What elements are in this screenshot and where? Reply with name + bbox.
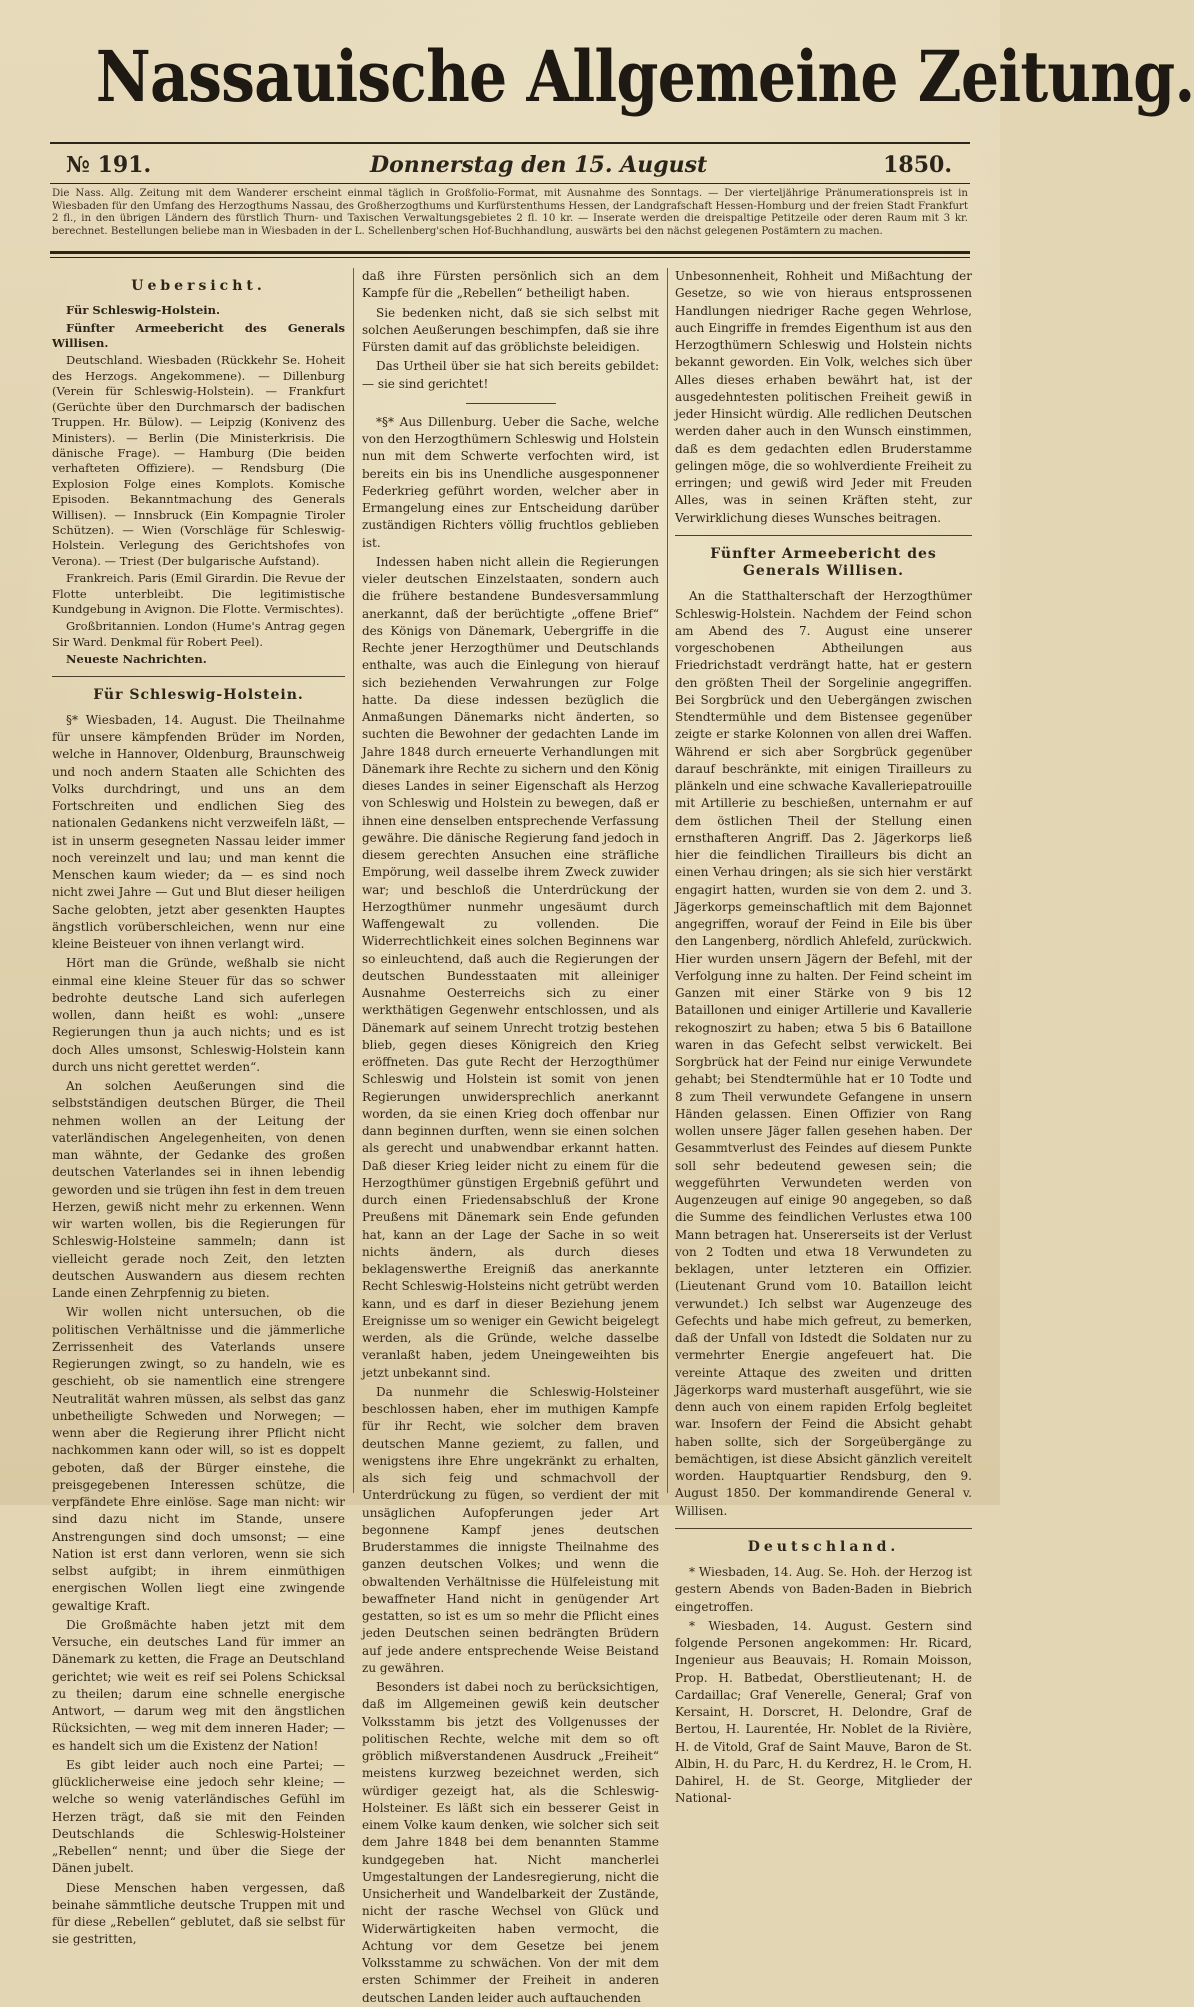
column-divider <box>353 268 354 1493</box>
section-heading-schleswig: Für Schleswig-Holstein. <box>93 686 304 703</box>
article-paragraph: §* Wiesbaden, 14. August. Die Theilnahme für unsere kämpfenden Brüder im Norden, welche in Hannover, Oldenburg, Braunschweig und noch andern Staaten alle Schichten des Volks durchdringt, und uns an dem Fortschreiten und endlichen Sieg des nationalen Gedankens nicht verzweifeln läßt, — ist in unserm gesegneten Nassau leider immer noch vereinzelt und lau; und man kennt die Menschen kaum wieder; da — es sind noch nicht zwei Jahre — Gut und Blut dieser heiligen Sache gelobten, jetzt aber gesenkten Hauptes ängstlich vorüberschleichen, wenn nur eine kleine Beisteuer von ihnen verlangt wird. <box>52 712 345 952</box>
article-paragraph: Sie bedenken nicht, daß sie sich selbst mit solchen Aeußerungen beschimpfen, daß sie ihre Fürsten damit auf das gröblichste beleidigen. <box>362 305 659 354</box>
article-paragraph: Die Großmächte haben jetzt mit dem Versuche, ein deutsches Land für immer an Dänemark zu ketten, die Frage an Deutschland gerichtet; wie weit es reif sei Polens Schicksal zu theilen; darum eine schnelle energische Antwort, — darum weg mit den ängstlichen Rücksichten, — weg mit dem inneren Hader; — es handelt sich um die Existenz der Nation! <box>52 1617 345 1753</box>
article-paragraph: * Wiesbaden, 14. August. Gestern sind folgende Personen angekommen: Hr. Ricard, Ingenieur aus Beauvais; H. Romain Moisson, Prop. H. Batbedat, Oberstlieutenant; H. de Cardaillac; Graf Venerelle, General; Graf von Kersaint, H. Dorscret, H. Delondre, Graf de Bertou, H. Laurentée, Hr. Noblet de la Rivière, H. de Vitold, Graf de Saint Mauve, Baron de St. Albin, H. du Parc, H. du Kerdrez, H. le Crom, H. Dahirel, H. de St. George, Mitglieder der National- <box>675 1618 972 1806</box>
issue-number: № 191. <box>66 152 152 178</box>
overview-item: Deutschland. Wiesbaden (Rückkehr Se. Hoheit des Herzogs. Angekommene). — Dillenburg (Verein für Schleswig-Holstein). — Frankfurt (Gerüchte über den Durchmarsch der badischen Truppen. Hr. Bülow). — Leipzig (Konivenz des Ministers). — Berlin (Die Ministerkrisis. Die dänische Frage). — Hamburg (Die beiden verhafteten Offiziere). — Rendsburg (Die Explosion Folge eines Komplots. Komische Episoden. Bekanntmachung des Generals Willisen). — Innsbruck (Ein Kompagnie Tiroler Schützen). — Wien (Vorschläge für Schleswig-Holstein. Verlegung des Gerichtshofes von Verona). — Triest (Der bulgarische Aufstand). <box>52 353 345 568</box>
header-rule-thick <box>50 251 970 254</box>
article-paragraph: An die Statthalterschaft der Herzogthümer Schleswig-Holstein. Nachdem der Feind schon am Abend des 7. August eine unserer vorgeschobenen Abtheilungen aus Friedrichstadt verdrängt hatte, hat er gestern den größten Theil der Sorgelinie angegriffen. Bei Sorgbrück und den Uebergängen zwischen Stendtermühle und dem Bistensee gegenüber zeigte er starke Kolonnen von allen drei Waffen. Während er sich aber Sorgbrück gegenüber darauf beschränkte, mit einigen Tirailleurs zu plänkeln und eine schwache Kavalleriepatrouille mit Artillerie zu beschießen, unternahm er auf dem östlichen Theil der Stellung einen ernsthafteren Angriff. Das 2. Jägerkorps ließ hier die feindlichen Tirailleurs bis dicht an einen Verhau dringen; als sie sich hier verstärkt engagirt hatten, wurden sie von dem 2. und 3. Jägerkorps gemeinschaftlich mit dem Bajonnet angegriffen, worauf der Feind in Eile bis über den Langenberg, nördlich Ahlefeld, zurückwich. Hier wurden unsern Jägern der Befehl, mit der Verfolgung inne zu halten. Der Feind scheint im Ganzen mit einer Stärke von 9 bis 12 Bataillonen und einiger Artillerie und Kavallerie rekognoszirt zu haben; etwa 5 bis 6 Bataillone waren in das Gefecht selbst verwickelt. Bei Sorgbrück hat der Feind nur einige Verwundete gehabt; bei Stendtermühle hat er 10 Todte und 8 zum Theil verwundete Gefangene in unsern Händen gelassen. Einen Offizier von Rang wollen unsere Jäger fallen gesehen haben. Der Gesammtverlust des Feindes auf diesem Punkte soll sehr bedeutend gewesen sein; die weggeführten Verwundeten werden von Augenzeugen auf einige 90 angegeben, so daß die Summe des feindlichen Verlustes etwa 100 Mann betragen hat. Unsererseits ist der Verlust von 2 Todten und etwa 18 Verwundeten zu beklagen, unter letzteren ein Offizier. (Lieutenant Grund vom 10. Bataillon leicht verwundet.) Ich selbst war Augenzeuge des Gefechts und habe mich gefreut, zu bemerken, daß der Unfall von Idstedt die Soldaten nur zu vermehrter Energie angefeuert hat. Die vereinte Attaque des zweiten und dritten Jägerkorps ward musterhaft ausgeführt, wie sie denn auch von einem rapiden Erfolg begleitet war. Insofern der Feind die Absicht gehabt haben sollte, sich der Sorgeübergänge zu bemächtigen, ist diese Absicht gänzlich vereitelt worden. Hauptquartier Rendsburg, den 9. August 1850. Der kommandirende General v. Willisen. <box>675 589 972 1518</box>
masthead-title: Nassauische Allgemeine Zeitung. <box>95 35 1194 118</box>
column-1 <box>52 268 345 1947</box>
article-paragraph: Hört man die Gründe, weßhalb sie nicht einmal eine kleine Steuer für das so schwer bedrohte deutsche Land sich auferlegen wollen, dann heißt es wohl: „unsere Regierungen thun ja auch nichts; und es ist doch Alles umsonst, Schleswig-Holstein kann durch uns nicht gerettet werden“. <box>52 956 345 1074</box>
article-paragraph: Besonders ist dabei noch zu berücksichtigen, daß im Allgemeinen gewiß kein deutscher Volksstamm bis jetzt des Vollgenusses der politischen Rechte, welche mit dem so oft gröblich mißverstandenen Ausdruck „Freiheit“ meistens kurzweg bezeichnet werden, sich würdiger gezeigt hat, als die Schleswig-Holsteiner. Es läßt sich ein besserer Geist in einem Volke kaum denken, wie solcher sich seit dem Jahre 1848 bei dem benannten Stamme kundgegeben hat. Nicht mancherlei Umgestaltungen der Landesregierung, nicht die Unsicherheit und Wandelbarkeit der Zustände, nicht der rasche Wechsel von Glück und Widerwärtigkeiten haben vermocht, die Achtung vor dem Gesetze bei jenem Volksstamme zu schwächen. Von der mit dem ersten Schimmer der Freiheit in anderen deutschen Landen leider auch auftauchenden <box>362 1680 659 2005</box>
article-paragraph: daß ihre Fürsten persönlich sich an dem Kampfe für die „Rebellen“ betheiligt haben. <box>362 269 659 301</box>
section-rule <box>52 676 345 677</box>
overview-title: Uebersicht. <box>131 278 266 294</box>
column-2 <box>362 268 659 2005</box>
article-paragraph: * Wiesbaden, 14. Aug. Se. Hoh. der Herzog ist gestern Abends von Baden-Baden in Biebrich eingetroffen. <box>675 1565 972 1614</box>
section-heading-armeebericht: Fünfter Armeebericht des Generals Willisen. <box>710 545 937 579</box>
article-paragraph: Da nunmehr die Schleswig-Holsteiner beschlossen haben, eher im muthigen Kampfe für ihr Recht, wie solcher dem braven deutschen Manne geziemt, zu fallen, und wenigstens ihre Ehre ungekränkt zu erhalten, als sich feig und schmachvoll der Unterdrückung zu fügen, so verdient der mit unsäglichen Aufopferungen jeder Art begonnene Kampf jenes deutschen Bruderstammes die innigste Theilnahme des ganzen deutschen Volkes; und wenn die obwaltenden Verhältnisse die Hülfeleistung mit bewaffneter Hand nicht in genügender Art gestatten, so ist es um so mehr die Pflicht eines jeden Deutschen seinen bedrängten Brüdern auf jede andere entsprechende Weise Beistand zu gewähren. <box>362 1384 659 1675</box>
article-paragraph: *§* Aus Dillenburg. Ueber die Sache, welche von den Herzogthümern Schleswig und Holstein nun mit dem Schwerte verfochten wird, ist bereits ein bis ins Unendliche ausgesponnener Federkrieg geführt worden, welcher aber in Ermangelung eines zur Entscheidung darüber zuständigen Richters völlig fruchtlos geblieben ist. <box>362 414 659 550</box>
subscription-notice: Die Nass. Allg. Zeitung mit dem Wanderer erscheint einmal täglich in Großfolio-Format, mit Ausnahme des Sonntags. — Der vierteljährige Pränumerationspreis ist in Wiesbaden für den Umfang des Herzogthums Nassau, des Großherzogthums und Kurfürstenthums Hessen, der Landgrafschaft Hessen-Homburg und der freien Stadt Frankfurt 2 fl., in den übrigen Ländern des fürstlich Thurn- und Taxischen Verwaltungsgebietes 2 fl. 10 kr. — Inserate werden die dreispaltige Petitzeile oder deren Raum mit 3 kr. berechnet. Bestellungen beliebe man in Wiesbaden in der L. Schellenberg'schen Hof-Buchhandlung, auswärts bei den nächst gelegenen Postämtern zu machen. <box>52 188 968 237</box>
overview-item: Frankreich. Paris (Emil Girardin. Die Revue der Flotte unterbleibt. Die legitimistische Kundgebung in Avignon. Die Flotte. Vermischtes). <box>52 571 345 616</box>
article-paragraph: Es gibt leider auch noch eine Partei; — glücklicherweise eine jedoch sehr kleine; — welche so wenig vaterländisches Gefühl im Herzen trägt, daß sie mit den Feinden Deutschlands die Schleswig-Holsteiner „Rebellen“ nennt; und über die Siege der Dänen jubelt. <box>52 1757 345 1876</box>
section-heading-deutschland: Deutschland. <box>747 1538 900 1555</box>
dateline <box>50 152 970 186</box>
article-paragraph: Indessen haben nicht allein die Regierungen vieler deutschen Einzelstaaten, sondern auch die frühere bestandene Bundesversammlung anerkannt, daß der berüchtigte „offene Brief“ des Königs von Dänemark, Uebergriffe in die Rechte jener Herzogthümer und Deutschlands enthalte, was auch die Einlegung von hierauf sich beziehenden Verwahrungen zur Folge hatte. Da diese indessen bezüglich die Anmaßungen Dänemarks nicht änderten, so suchten die Bewohner der gedachten Lande im Jahre 1848 durch erneuerte Verhandlungen mit Dänemark ihre Rechte zu sichern und den König dieses Landes in seiner Eigenschaft als Herzog von Schleswig und Holstein zu bewegen, daß er ihnen eine denselben entsprechende Verfassung gewähre. Die dänische Regierung fand jedoch in diesem gerechten Ansuchen eine sträfliche Empörung, weil dasselbe ihrem Zweck zuwider war; und beschloß die Unterdrückung der Herzogthümer nunmehr ungesäumt durch Waffengewalt zu vollenden. Die Widerrechtlichkeit eines solchen Beginnens war so einleuchtend, daß auch die Regierungen der deutschen Bundesstaaten mit alleiniger Ausnahme Oesterreichs sich zu einer werkthätigen Gegenwehr entschlossen, und als Dänemark auf seinem Unrecht trotzig bestehen blieb, gegen dieses Königreich den Krieg eröffneten. Das gute Recht der Herzogthümer Schleswig und Holstein ist somit von jenen Regierungen unwidersprechlich anerkannt worden, da sie einen Krieg doch offenbar nur dann beginnen durften, wenn sie einen solchen als gerecht und unabwendbar erkannt hatten. Daß dieser Krieg leider nicht zu einem für die Herzogthümer günstigen Ergebniß geführt und durch einen Friedensabschluß der Krone Preußens mit Dänemark sein Ende gefunden hat, kann an der Lage der Sache in so weit nichts ändern, als durch dieses beklagenswerthe Ereigniß das anerkannte Recht Schleswig-Holsteins nicht getrübt werden kann, und es darf in dieser Beziehung jenem Ereignisse um so weniger ein Gewicht beigelegt werden, als die Gründe, welche dasselbe veranlaßt haben, jedem Uneingeweihten bis jetzt unbekannt sind. <box>362 554 659 1380</box>
header-rule-thin <box>50 257 970 258</box>
article-paragraph: Das Urtheil über sie hat sich bereits gebildet: — sie sind gerichtet! <box>362 359 659 391</box>
masthead-rule <box>50 142 970 144</box>
article-paragraph: An solchen Aeußerungen sind die selbstständigen deutschen Bürger, die Theil nehmen wollen an der Leitung der vaterländischen Angelegenheiten, von denen man wähnte, der Gedanke des großen deutschen Vaterlandes sei in ihnen lebendig geworden und sie trügen ihn fest in dem treuen Herzen, gewiß nicht mehr zu erkennen. Wenn wir warten wollen, bis die Regierungen für Schleswig-Holsteine sammeln; dann ist vielleicht gerade noch Zeit, den letzten deutschen Auswandern aus diesem rechten Lande einen Zehrpfennig zu bieten. <box>52 1079 345 1301</box>
overview-item: Neueste Nachrichten. <box>66 652 207 667</box>
issue-year: 1850. <box>883 152 952 178</box>
article-separator <box>466 403 556 404</box>
column-divider <box>667 268 668 1493</box>
article-paragraph: Unbesonnenheit, Rohheit und Mißachtung der Gesetze, so wie von hieraus entsprossenen Handlungen niedriger Rache gegen Wehrlose, auch Eingriffe in fremdes Eigenthum ist aus den Herzogthümern Schleswig und Holstein nichts bekannt geworden. Ein Volk, welches sich über Alles dieses erhaben bewährt hat, ist der ausgedehntesten politischen Freiheit gewiß in jeder Hinsicht würdig. Alle redlichen Deutschen werden daher auch in den Wunsch einstimmen, daß es dem gedachten edlen Bruderstamme gelingen möge, die so wohlverdiente Freiheit zu erringen; und gewiß wird Jeder mit Freuden Alles, was in seinen Kräften steht, zur Verwirklichung dieses Wunsches beitragen. <box>675 269 972 525</box>
article-paragraph: Wir wollen nicht untersuchen, ob die politischen Verhältnisse und die jämmerliche Zerrissenheit des Vaterlands unsere Regierungen zwingt, so zu handeln, wie es geschieht, ob sie namentlich eine strengere Neutralität wahren müssen, als selbst das ganz unbetheiligte Schweden und Norwegen; — wenn aber die Regierung ihrer Pflicht nicht nachkommen kann oder will, so ist es doppelt geboten, daß der Bürger einstehe, die preisgegebenen Interessen schütze, die verpfändete Ehre einlöse. Sage man nicht: wir sind dazu nicht im Stande, unsere Anstrengungen sind doch umsonst; — eine Nation ist erst dann verloren, wenn sie sich selbst aufgibt; in ihrem einmüthigen energischen Wollen liegt eine zwingende gewaltige Kraft. <box>52 1305 345 1613</box>
overview-item: Großbritannien. London (Hume's Antrag gegen Sir Ward. Denkmal für Robert Peel). <box>52 619 345 649</box>
article-paragraph: Diese Menschen haben vergessen, daß beinahe sämmtliche deutsche Truppen mit und für diese „Rebellen“ geblutet, daß sie selbst für sie gestritten, <box>52 1880 345 1947</box>
dateline-rule <box>50 183 970 184</box>
section-rule <box>675 1528 972 1529</box>
column-3 <box>675 268 972 1806</box>
overview-item: Fünfter Armeebericht des Generals Willisen. <box>52 320 345 351</box>
issue-date: Donnerstag den 15. August <box>370 152 708 178</box>
section-rule <box>675 535 972 536</box>
overview-item: Für Schleswig-Holstein. <box>66 303 221 318</box>
